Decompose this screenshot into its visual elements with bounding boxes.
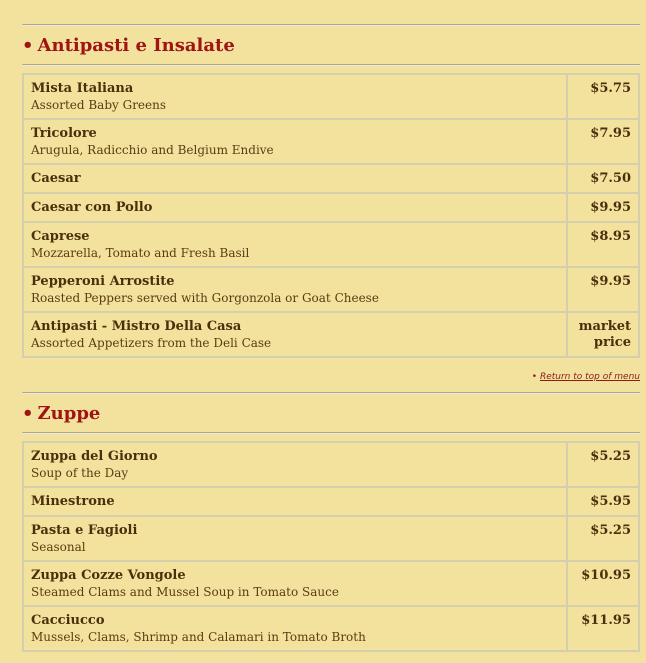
menu-item-description: Roasted Peppers served with Gorgonzola or Goat Cheese [31, 291, 379, 305]
menu-item-description: Arugula, Radicchio and Belgium Endive [31, 143, 274, 157]
menu-item-price: $7.95 [567, 119, 639, 164]
menu-item-row [23, 312, 639, 357]
return-to-top: • Return to top of menu [531, 372, 640, 382]
menu-item-description: Soup of the Day [31, 466, 129, 480]
menu-table-antipasti [22, 73, 640, 358]
menu-item-price: $5.25 [567, 516, 639, 561]
menu-item-cell [23, 606, 567, 651]
menu-item-name: Minestrone [31, 494, 115, 509]
menu-item-cell [23, 312, 567, 357]
menu-item-name: Mista Italiana [31, 81, 134, 96]
menu-item-cell [23, 164, 567, 193]
menu-item-price: $5.25 [567, 442, 639, 487]
menu-item-row [23, 74, 639, 119]
menu-item-row [23, 267, 639, 312]
menu-item-row [23, 561, 639, 606]
menu-item-price: $9.95 [567, 267, 639, 312]
menu-item-description: Mussels, Clams, Shrimp and Calamari in Tomato Broth [31, 630, 366, 644]
menu-item-price: $5.95 [567, 487, 639, 516]
menu-item-row [23, 442, 639, 487]
menu-item-name: Tricolore [31, 126, 97, 141]
menu-item-price: $9.95 [567, 193, 639, 222]
bullet-icon: • [22, 35, 34, 56]
menu-item-price: $10.95 [567, 561, 639, 606]
menu-item-name: Pepperoni Arrostite [31, 274, 175, 289]
menu-item-cell [23, 119, 567, 164]
menu-item-row [23, 516, 639, 561]
menu-item-cell [23, 267, 567, 312]
menu-item-cell [23, 442, 567, 487]
menu-table-zuppe [22, 441, 640, 652]
menu-item-cell [23, 222, 567, 267]
menu-item-description: Assorted Baby Greens [31, 98, 167, 112]
menu-item-cell [23, 74, 567, 119]
menu-item-price: $11.95 [567, 606, 639, 651]
section-title-antipasti: • Antipasti e Insalate [22, 35, 235, 56]
menu-item-name: Caprese [31, 229, 90, 244]
menu-item-price: market price [567, 312, 639, 357]
divider [22, 64, 640, 66]
menu-item-description: Seasonal [31, 540, 86, 554]
menu-item-name: Caesar [31, 171, 81, 186]
menu-item-row [23, 164, 639, 193]
menu-item-description: Assorted Appetizers from the Deli Case [31, 336, 272, 350]
menu-item-row [23, 222, 639, 267]
menu-item-name: Caesar con Pollo [31, 200, 153, 215]
menu-item-name: Zuppa del Giorno [31, 449, 158, 464]
divider [22, 392, 640, 394]
menu-item-row [23, 119, 639, 164]
return-to-top-link[interactable]: Return to top of menu [539, 372, 640, 382]
menu-item-description: Steamed Clams and Mussel Soup in Tomato Sauce [31, 585, 339, 599]
bullet-icon: • [22, 403, 34, 424]
menu-item-cell [23, 487, 567, 516]
menu-item-cell [23, 516, 567, 561]
menu-item-row [23, 193, 639, 222]
menu-item-cell [23, 561, 567, 606]
menu-item-description: Mozzarella, Tomato and Fresh Basil [31, 246, 250, 260]
divider [22, 432, 640, 434]
menu-item-price: $5.75 [567, 74, 639, 119]
menu-item-cell [23, 193, 567, 222]
menu-item-name: Antipasti - Mistro Della Casa [31, 319, 242, 334]
menu-item-row [23, 606, 639, 651]
menu-item-price: $8.95 [567, 222, 639, 267]
section-title-zuppe: • Zuppe [22, 403, 101, 424]
menu-item-name: Cacciucco [31, 613, 105, 628]
menu-item-name: Pasta e Fagioli [31, 523, 138, 538]
menu-item-price: $7.50 [567, 164, 639, 193]
divider [22, 24, 640, 26]
menu-item-row [23, 487, 639, 516]
menu-item-name: Zuppa Cozze Vongole [31, 568, 186, 583]
